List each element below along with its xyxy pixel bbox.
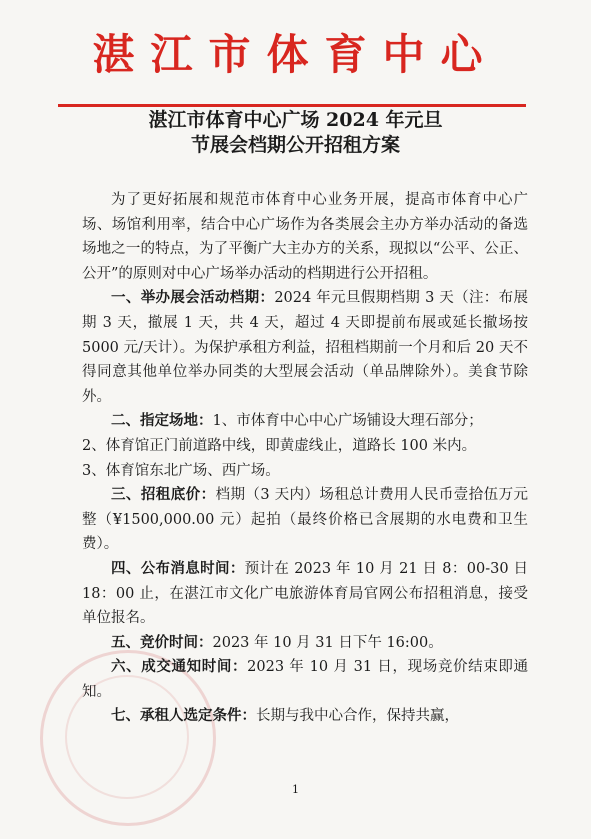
section-1-heading: 一、举办展会活动档期： [111, 289, 275, 307]
section-2-line-3: 3、体育馆东北广场、西广场。 [82, 462, 280, 479]
section-6-text: 2023 年 10 月 31 日，现场竞价结束即通知。 [82, 659, 528, 700]
section-1 [82, 286, 528, 409]
section-5-heading: 五、竞价时间： [111, 633, 213, 651]
section-2-text: 1、市体育中心中心广场铺设大理石部分； [212, 413, 483, 430]
section-3-heading: 三、招租底价： [111, 486, 216, 504]
document-title [0, 108, 591, 158]
section-5-text: 2023 年 10 月 31 日下午 16:00。 [212, 634, 443, 651]
section-1-text: 2024 年元旦假期档期 3 天（注：布展期 3 天，撤展 1 天，共 4 天，超过 4 天即提前布展或延长撤场按 5000 元/天计）。为保护承租方利益，招租档期前一个月和后 20 天不得同意其他单位举办同类的大型展会活动（单品牌除外）。美食节除外。 [82, 290, 529, 405]
title-line-2: 节展会档期公开招租方案 [190, 134, 400, 156]
section-6 [82, 655, 528, 704]
section-7 [82, 704, 528, 729]
section-4 [82, 557, 528, 631]
section-3 [82, 483, 528, 557]
section-4-heading: 四、公布消息时间： [111, 559, 245, 577]
section-2-heading: 二、指定场地： [111, 412, 213, 430]
section-2-line-2: 2、体育馆正门前道路中线，即黄虚线止，道路长 100 米内。 [82, 437, 477, 454]
page-number: 1 [292, 783, 299, 796]
section-3-text: 档期（3 天内）场租总计费用人民币壹拾伍万元整（¥1500,000.00 元）起拍（最终价格已含展期的水电费和卫生费）。 [82, 487, 528, 553]
title-line-1: 湛江市体育中心广场 2024 年元旦 [148, 109, 443, 131]
letterhead-red-rule [58, 104, 526, 107]
intro-paragraph: 为了更好拓展和规范市体育中心业务开展，提高市体育中心广场、场馆利用率，结合中心广场作为各类展会主办方举办活动的备选场地之一的特点，为了平衡广大主办方的关系，现拟以“公平、公正、公开”的原则对中心广场举办活动的档期进行公开招租。 [82, 192, 528, 282]
section-4-text: 预计在 2023 年 10 月 21 日 8：00-30 日 18：00 止，在湛江市文化广电旅游体育局官网公布招租消息，接受单位报名。 [82, 560, 529, 627]
organization-letterhead: 湛江市体育中心 [92, 30, 499, 79]
section-6-heading: 六、成交通知时间： [111, 658, 248, 676]
section-5 [82, 631, 528, 656]
document-body [82, 188, 528, 729]
section-7-heading: 七、承租人选定条件： [111, 707, 256, 725]
section-7-text: 长期与我中心合作，保持共赢， [256, 708, 459, 725]
section-2 [82, 409, 528, 434]
